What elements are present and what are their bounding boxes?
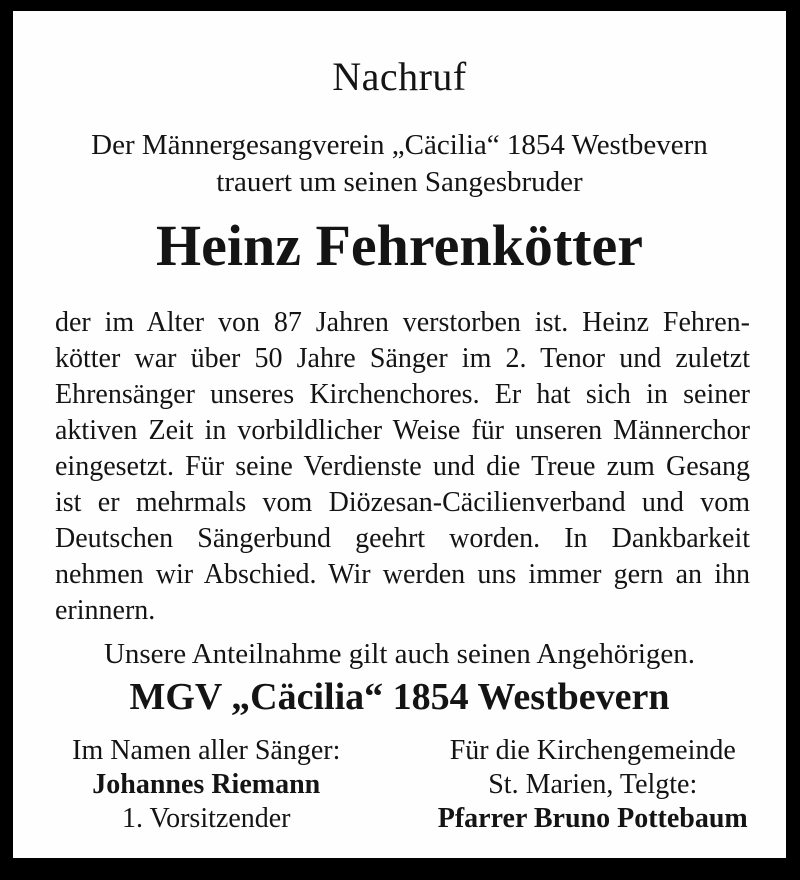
- signature-left-role: 1. Vorsitzender: [122, 803, 291, 834]
- intro-line-1: Der Männergesangverein „Cäcilia“ 1854 Westbevern: [91, 129, 708, 161]
- body-line: kötter war über 50 Jahre Sänger im 2. Tenor und zuletzt: [55, 343, 750, 374]
- organization-name: MGV „Cäcilia“ 1854 Westbevern: [129, 676, 670, 718]
- body-line: ist er mehrmals vom Diözesan-Cäcilienverband und vom: [55, 487, 750, 518]
- obituary-paper: [13, 11, 786, 858]
- body-line: nehmen wir Abschied. Wir werden uns immer gern an ihn: [55, 559, 750, 590]
- obituary-title: Nachruf: [332, 54, 467, 99]
- body-line: Deutschen Sängerbund geehrt worden. In Dankbarkeit: [55, 523, 750, 554]
- deceased-name: Heinz Fehrenkötter: [156, 213, 643, 278]
- intro-block: [13, 127, 786, 201]
- obituary-body: [55, 305, 750, 629]
- intro-line-2: trauert um seinen Sangesbruder: [216, 166, 583, 198]
- condolence-line: Unsere Anteilnahme gilt auch seinen Angehörigen.: [103, 638, 696, 670]
- body-line: erinnern.: [55, 595, 156, 626]
- signature-right-name: Pfarrer Bruno Pottebaum: [437, 803, 748, 834]
- signature-right-intro-1: Für die Kirchengemeinde: [449, 735, 736, 766]
- signature-left: [13, 734, 400, 836]
- signature-right: [400, 734, 787, 836]
- body-line: Ehrensänger unseres Kirchenchores. Er hat sich in seiner: [55, 379, 750, 410]
- body-line: der im Alter von 87 Jahren verstorben ist. Heinz Fehren-: [55, 307, 750, 338]
- body-line: aktiven Zeit in vorbildlicher Weise für unseren Männerchor: [55, 415, 750, 446]
- signature-block: [13, 734, 786, 836]
- body-line: eingesetzt. Für seine Verdienste und die Treue zum Gesang: [55, 451, 750, 482]
- signature-left-name: Johannes Riemann: [92, 769, 321, 800]
- signature-left-intro: Im Namen aller Sänger:: [72, 735, 341, 766]
- signature-right-intro-2: St. Marien, Telgte:: [488, 769, 698, 800]
